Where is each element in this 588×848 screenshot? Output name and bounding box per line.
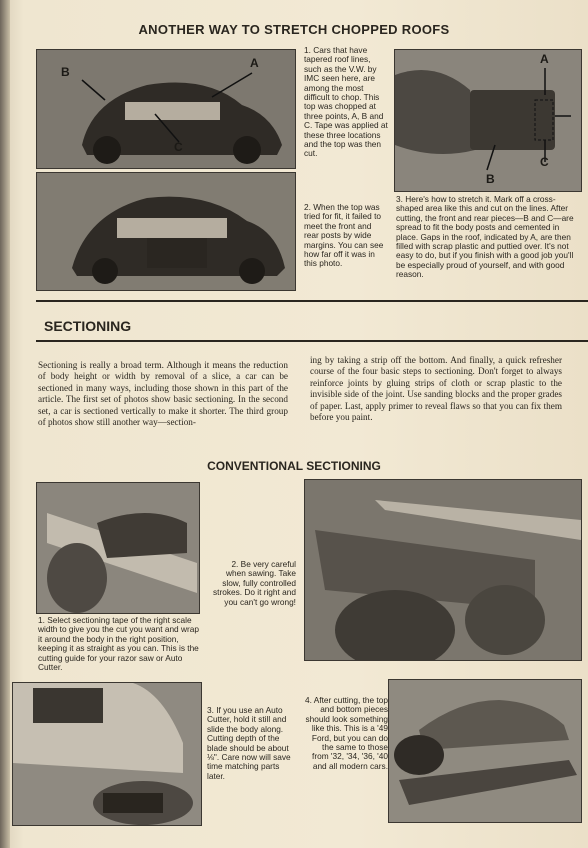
photo-sawing <box>304 479 582 661</box>
section-rule-bottom <box>36 340 588 342</box>
photo-tape-wrap <box>36 482 200 614</box>
label-a: A <box>250 56 259 70</box>
caption-3: 3. Here's how to stretch it. Mark off a cross-shaped area like this and cut on the lines. After cutting, the front and rear pieces—B and C—are spread to fit the body posts and cemented in place. Gaps in the roof, indicated by A, are then filled with scrap plastic and puttied over. It's not easy to do, but if you finish with a good job you'll be especially proud of yourself, and with good reason. <box>396 194 574 280</box>
section-rule-top <box>36 300 588 302</box>
photo-auto-cutter <box>12 682 202 826</box>
label-c-2: C <box>540 155 549 169</box>
photo-49-ford <box>388 679 582 823</box>
section-heading: SECTIONING <box>44 318 132 334</box>
caption-s1: 1. Select sectioning tape of the right scale width to give you the cut you want and wrap it around the body in the right position, keeping it as straight as you can. This is the cutting guide for your razor saw or Auto Cutter. <box>38 615 199 673</box>
photo-vw-chopped-top <box>36 49 296 169</box>
caption-s3: 3. If you use an Auto Cutter, hold it still and slide the body along. Cutting depth of the blade should be about ⅛". Care now will save time matching parts later. <box>207 705 291 781</box>
photo-vw-top-fit <box>36 172 296 291</box>
section-text-col2: ing by taking a strip off the bottom. And finally, a quick refresher course of the four basic steps to sectioning. Don't forget to always reinforce joints by gluing strips of cloth or scrap plastic to the invisible side of the joint. Use sanding blocks and the proper grades of paper. Last, apply primer to reveal flaws so that you can fix them before you paint. <box>310 355 562 423</box>
binding-spine <box>0 0 10 848</box>
caption-s4: 4. After cutting, the top and bottom pieces should look something like this. This is a '49 Ford, but you can do the same to those from '32, '34, '36, '40 and all modern cars. <box>304 695 388 771</box>
label-c: C <box>174 140 183 154</box>
subheading: CONVENTIONAL SECTIONING <box>207 459 381 473</box>
photo-roof-stretch <box>394 49 582 192</box>
section-text-col1: Sectioning is really a broad term. Although it means the reduction of body height or width by removal of a slice, a car can be sectioned in many ways, including those shown in this part of the article. The first set of photos show basic sectioning. In the second set, a car is sectioned vertically to make it shorter. The third group of photos show still another way—section- <box>38 360 288 428</box>
label-a-2: A <box>540 52 549 66</box>
article-title: ANOTHER WAY TO STRETCH CHOPPED ROOFS <box>138 22 450 37</box>
caption-1: 1. Cars that have tapered roof lines, such as the V.W. by IMC seen here, are among the most difficult to chop. This top was chopped at three points, A, B and C. Tape was applied at these three locations and the top was then cut. <box>304 45 388 159</box>
label-b-2: B <box>486 172 495 186</box>
label-b: B <box>61 65 70 79</box>
caption-2: 2. When the top was tried for fit, it failed to meet the front and rear posts by wide margins. You can see how far off it was in this photo. <box>304 202 384 269</box>
caption-s2: 2. Be very careful when sawing. Take slow, fully controlled strokes. Do it right and you can't go wrong! <box>212 559 296 607</box>
